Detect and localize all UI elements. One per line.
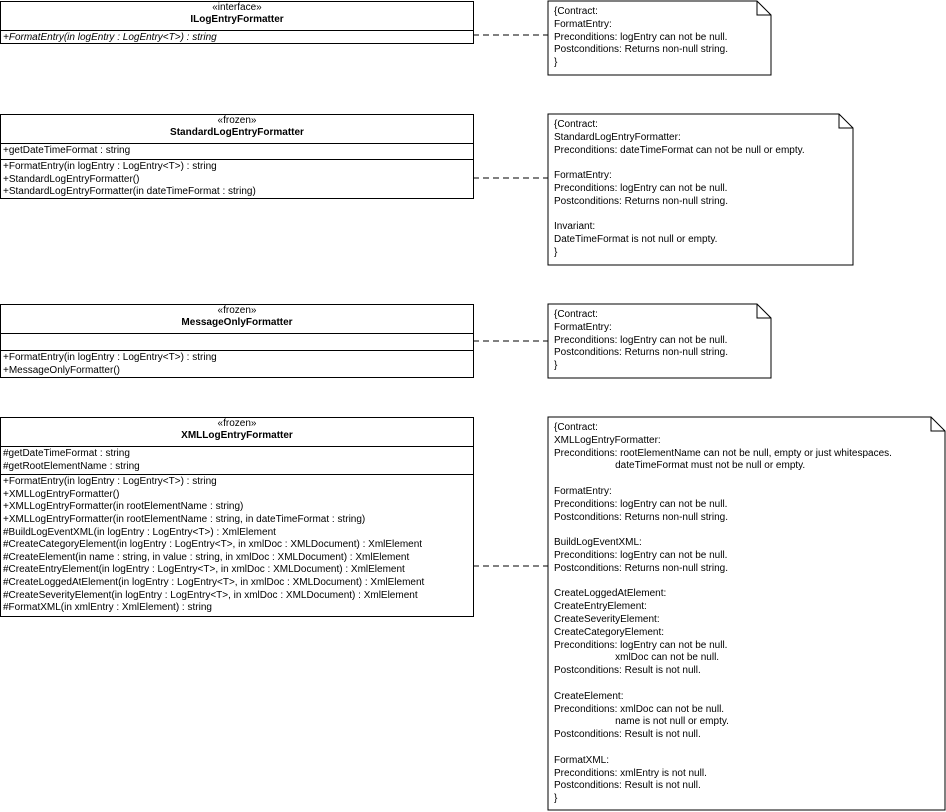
class-standardlogentryformatter[interactable] xyxy=(0,114,474,199)
operation: +XMLLogEntryFormatter(in rootElementName : string) xyxy=(3,501,244,513)
operation: #CreateLoggedAtElement(in logEntry : LogEntry<T>, in xmlDoc : XMLDocument) : XmlElement xyxy=(3,576,425,588)
operation: #CreateElement(in name : string, in value : string, in xmlDoc : XMLDocument) : XmlElement xyxy=(3,551,410,563)
class-name: StandardLogEntryFormatter xyxy=(170,127,304,138)
class-stereotype: «frozen» xyxy=(217,418,257,429)
class-stereotype: «frozen» xyxy=(217,305,257,316)
class-ilogentryformatter[interactable] xyxy=(0,1,474,44)
class-operations xyxy=(1,350,473,378)
operation: #CreateCategoryElement(in logEntry : LogEntry<T>, in xmlDoc : XMLDocument) : XmlElement xyxy=(3,539,423,551)
class-stereotype: «interface» xyxy=(212,2,262,13)
class-operations xyxy=(1,30,473,46)
contract-note-ilogentryformatter: {Contract: FormatEntry: Preconditions: logEntry can not be null. Postconditions: Returns non-null string. } xyxy=(554,6,728,69)
class-attributes xyxy=(1,143,473,159)
class-messageonlyformatter[interactable] xyxy=(0,304,474,378)
attribute: #getRootElementName : string xyxy=(3,460,140,472)
operation: +FormatEntry(in logEntry : LogEntry<T>) : string xyxy=(3,476,217,488)
operation: #CreateEntryElement(in logEntry : LogEntry<T>, in xmlDoc : XMLDocument) : XmlElement xyxy=(3,564,405,576)
class-header xyxy=(1,418,473,446)
operation: +XMLLogEntryFormatter() xyxy=(3,488,120,500)
class-header xyxy=(1,115,473,143)
class-name: ILogEntryFormatter xyxy=(190,14,284,25)
contract-note-standardlogentryformatter: {Contract: StandardLogEntryFormatter: Preconditions: dateTimeFormat can not be null or empty. FormatEntry: Preconditions: logEntry can not be null. Postconditions: Returns non-null string. Invariant: DateTimeFormat is not null or empty. } xyxy=(554,119,805,258)
operation: +StandardLogEntryFormatter() xyxy=(3,173,140,185)
class-name: XMLLogEntryFormatter xyxy=(181,430,293,441)
attribute: #getDateTimeFormat : string xyxy=(3,448,130,459)
class-operations xyxy=(1,474,473,616)
operation: #FormatXML(in xmlEntry : XmlElement) : string xyxy=(3,602,212,614)
operation: +FormatEntry(in logEntry : LogEntry<T>) : string xyxy=(3,32,217,43)
contract-note-xmllogentryformatter: {Contract: XMLLogEntryFormatter: Preconditions: rootElementName can not be null, empty or just whitespaces. dateTimeFormat must not be null or empty. FormatEntry: Preconditions: logEntry can not be null. Postconditions: Returns non-null string. BuildLogEventXML: Preconditions: logEntry can not be null. Postconditions: Returns non-null string. CreateLoggedAtElement: CreateEntryElement: CreateSeverityElement: CreateCategoryElement: Preconditions: logEntry can not be null. xmlDoc can not be null. Postconditions: Result is not null. CreateElement: Preconditions: xmlDoc can not be null. name is not null or empty. Postconditions: Result is not null. FormatXML: Preconditions: xmlEntry is not null. Postconditions: Result is not null. } xyxy=(554,422,892,805)
operation: +FormatEntry(in logEntry : LogEntry<T>) : string xyxy=(3,161,217,172)
operation: #CreateSeverityElement(in logEntry : LogEntry<T>, in xmlDoc : XMLDocument) : XmlElement xyxy=(3,589,418,601)
class-xmllogentryformatter[interactable] xyxy=(0,417,474,617)
operation: +MessageOnlyFormatter() xyxy=(3,364,120,376)
operation: #BuildLogEventXML(in logEntry : LogEntry<T>) : XmlElement xyxy=(3,526,276,538)
operation: +FormatEntry(in logEntry : LogEntry<T>) : string xyxy=(3,352,217,363)
class-attributes xyxy=(1,446,473,474)
class-attributes xyxy=(1,333,473,350)
operation: +StandardLogEntryFormatter(in dateTimeFormat : string) xyxy=(3,186,256,198)
class-header xyxy=(1,305,473,333)
attribute: +getDateTimeFormat : string xyxy=(3,145,131,156)
class-stereotype: «frozen» xyxy=(217,115,257,126)
class-name: MessageOnlyFormatter xyxy=(181,317,293,328)
class-operations xyxy=(1,159,473,200)
operation: +XMLLogEntryFormatter(in rootElementName : string, in dateTimeFormat : string) xyxy=(3,513,366,525)
class-header xyxy=(1,2,473,30)
contract-note-messageonlyformatter: {Contract: FormatEntry: Preconditions: logEntry can not be null. Postconditions: Returns non-null string. } xyxy=(554,309,728,372)
